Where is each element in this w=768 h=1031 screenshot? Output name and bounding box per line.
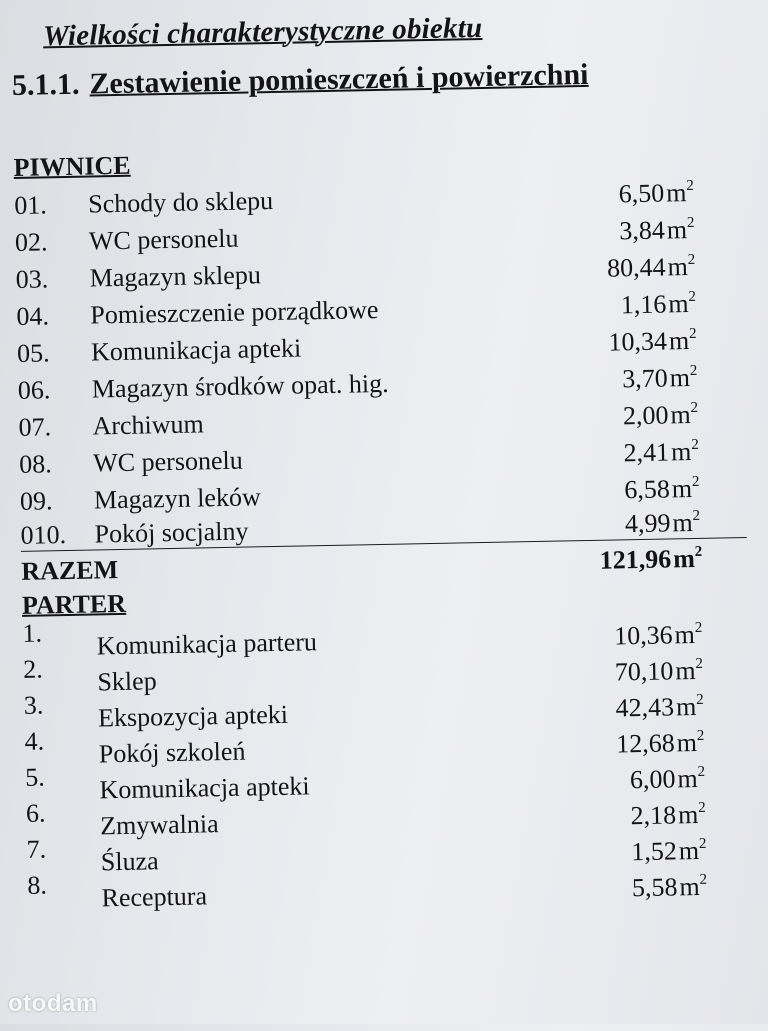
unit-base: m <box>672 543 696 574</box>
area-value: 1,16 <box>620 289 667 320</box>
room-name: Ekspozycja apteki <box>97 699 289 733</box>
unit-exponent: 2 <box>686 214 695 232</box>
unit-exponent: 2 <box>698 835 707 852</box>
area-value: 5,58 <box>631 872 678 903</box>
unit-exponent: 2 <box>688 325 697 343</box>
area-unit <box>676 692 715 723</box>
room-name: Śluza <box>100 846 159 877</box>
area-unit <box>669 363 708 394</box>
unit-exponent: 2 <box>687 251 696 269</box>
unit-base: m <box>678 835 700 866</box>
area-unit <box>668 289 707 320</box>
total-label: RAZEM <box>21 555 119 586</box>
area-unit <box>677 764 716 795</box>
unit-exponent: 2 <box>697 763 706 780</box>
room-name: Pokój socjalny <box>94 516 249 549</box>
document-header: Wielkości charakterystyczne obiektu <box>42 11 483 53</box>
unit-base: m <box>679 871 700 902</box>
row-number: 2. <box>22 654 43 684</box>
area-value: 12,68 <box>615 728 675 759</box>
area-value: 42,43 <box>615 692 675 723</box>
unit-base: m <box>669 363 691 393</box>
room-name: Receptura <box>101 881 208 913</box>
row-number: 5. <box>24 762 46 792</box>
section-title-text: Zestawienie pomieszczeń i powierzchni <box>89 57 589 101</box>
room-name: Archiwum <box>92 409 204 441</box>
watermark-logo: otodam <box>8 990 98 1017</box>
area-unit <box>672 474 711 505</box>
area-unit <box>670 400 709 431</box>
row-number: 08. <box>18 449 53 479</box>
room-name: Magazyn sklepu <box>89 260 262 293</box>
unit-exponent: 2 <box>694 543 703 560</box>
room-name: Magazyn leków <box>93 482 261 515</box>
area-value: 4,99 <box>624 508 671 539</box>
area-unit <box>678 800 717 831</box>
unit-base: m <box>675 655 696 686</box>
room-name: WC personelu <box>88 223 239 256</box>
unit-base: m <box>677 799 699 830</box>
unit-exponent: 2 <box>690 399 699 417</box>
area-value: 10,34 <box>608 326 668 357</box>
row-number: 06. <box>17 375 51 405</box>
section-heading-parter: PARTER <box>21 588 127 620</box>
row-number: 3. <box>23 690 44 720</box>
unit-exponent: 2 <box>691 436 699 454</box>
area-unit <box>675 656 714 687</box>
row-number: 04. <box>16 301 50 331</box>
section-heading-piwnice: PIWNICE <box>13 150 131 182</box>
unit-base: m <box>668 289 689 319</box>
row-number: 07. <box>18 412 52 442</box>
area-value: 70,10 <box>614 656 674 687</box>
area-unit <box>669 326 708 357</box>
unit-exponent: 2 <box>695 691 704 708</box>
total-unit <box>673 544 712 575</box>
area-unit <box>667 252 706 283</box>
area-unit <box>671 437 710 468</box>
unit-base: m <box>672 508 694 538</box>
unit-base: m <box>665 178 687 208</box>
area-value: 10,36 <box>613 620 673 651</box>
area-value: 3,84 <box>619 215 666 246</box>
section-number: 5.1.1. <box>11 67 80 102</box>
unit-exponent: 2 <box>691 473 700 491</box>
unit-base: m <box>671 474 693 504</box>
area-value: 3,70 <box>621 363 668 394</box>
area-value: 2,00 <box>622 400 669 431</box>
unit-exponent: 2 <box>688 288 697 306</box>
room-name: Magazyn środków opat. hig. <box>91 368 389 404</box>
unit-exponent: 2 <box>698 799 706 816</box>
room-name: Schody do sklepu <box>87 185 274 219</box>
room-name: Komunikacja apteki <box>90 333 302 367</box>
area-unit <box>666 178 705 209</box>
row-number: 6. <box>25 798 46 828</box>
area-value: 6,58 <box>624 474 671 505</box>
area-value: 80,44 <box>606 252 666 283</box>
row-number: 09. <box>19 486 53 516</box>
row-number: 01. <box>13 190 48 220</box>
unit-exponent: 2 <box>689 362 698 380</box>
room-name: Komunikacja apteki <box>99 771 310 805</box>
unit-base: m <box>667 252 689 282</box>
area-unit <box>674 620 713 651</box>
row-number: 7. <box>26 834 47 864</box>
room-name: Sklep <box>97 666 157 697</box>
unit-base: m <box>670 400 691 430</box>
room-name: Pomieszczenie porządkowe <box>90 294 379 330</box>
area-value: 2,41 <box>623 437 670 468</box>
area-unit <box>679 836 718 867</box>
room-name: WC personelu <box>92 445 243 478</box>
area-unit <box>672 508 711 539</box>
row-number: 02. <box>14 227 48 257</box>
room-name: Komunikacja parteru <box>96 627 318 661</box>
unit-exponent: 2 <box>694 619 703 636</box>
unit-exponent: 2 <box>695 655 704 672</box>
unit-base: m <box>668 326 690 356</box>
unit-base: m <box>676 727 698 758</box>
unit-base: m <box>677 763 698 794</box>
total-value: 121,96 <box>599 544 672 575</box>
unit-exponent: 2 <box>699 871 708 888</box>
area-value: 1,52 <box>631 836 678 867</box>
row-number: 1. <box>22 618 43 648</box>
row-number: 4. <box>24 726 45 756</box>
area-value: 6,50 <box>618 178 665 209</box>
unit-base: m <box>670 437 692 467</box>
area-value: 2,18 <box>630 800 677 831</box>
unit-base: m <box>666 215 688 245</box>
row-number: 03. <box>15 264 49 294</box>
unit-exponent: 2 <box>692 507 701 525</box>
room-name: Pokój szkoleń <box>98 736 246 769</box>
row-number: 010. <box>20 520 67 550</box>
unit-base: m <box>675 691 697 722</box>
area-value: 6,00 <box>629 764 676 795</box>
room-name: Zmywalnia <box>99 809 219 841</box>
area-unit <box>667 215 706 246</box>
unit-exponent: 2 <box>696 727 705 744</box>
row-number: 8. <box>27 870 48 900</box>
section-title <box>12 58 589 103</box>
unit-exponent: 2 <box>686 177 694 195</box>
area-unit <box>679 872 718 903</box>
row-number: 05. <box>16 338 50 368</box>
unit-base: m <box>674 619 696 650</box>
area-unit <box>676 728 715 759</box>
